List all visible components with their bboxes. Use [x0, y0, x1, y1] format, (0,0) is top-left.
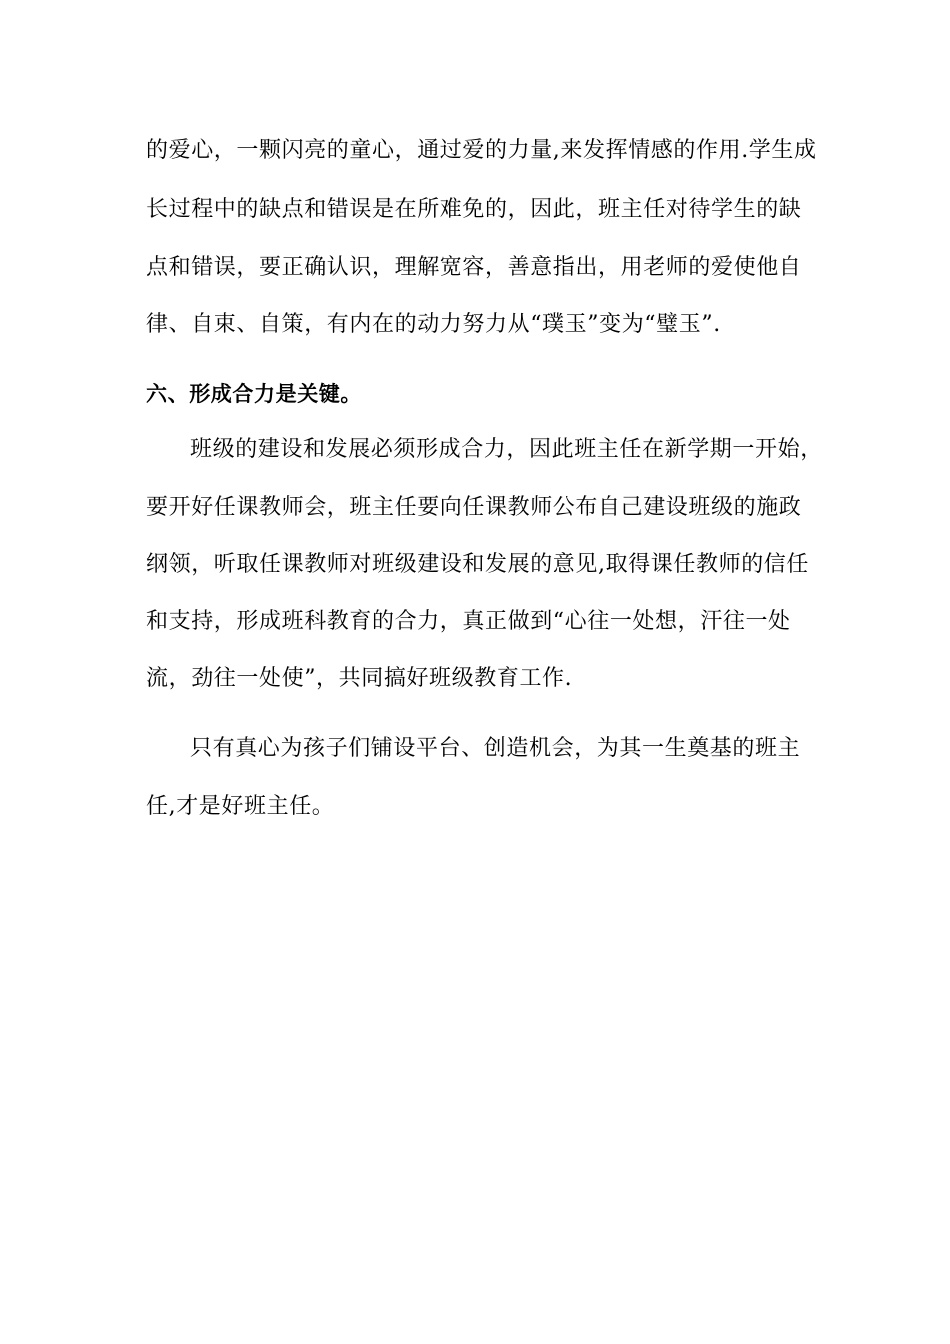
paragraph-line: 班级的建设和发展必须形成合力，因此班主任在新学期一开始，	[190, 437, 823, 462]
paragraph-line: 要开好任课教师会，班主任要向任课教师公布自己建设班级的施政	[146, 495, 802, 520]
paragraph-line: 流，劲往一处使”，共同搞好班级教育工作.	[146, 666, 573, 691]
paragraph-line: 只有真心为孩子们铺设平台、创造机会，为其一生奠基的班主	[190, 736, 801, 761]
paragraph-line: 点和错误，要正确认识，理解宽容，善意指出，用老师的爱使他自	[146, 255, 802, 280]
paragraph-line: 律、自束、自策，有内在的动力努力从“璞玉”变为“璧玉”.	[146, 312, 721, 337]
paragraph-line: 纲领，听取任课教师对班级建设和发展的意见,取得课任教师的信任	[146, 552, 809, 577]
paragraph-line: 和支持，形成班科教育的合力，真正做到“心往一处想，汗往一处	[146, 609, 791, 634]
paragraph-line: 的爱心，一颗闪亮的童心，通过爱的力量,来发挥情感的作用.学生成	[146, 138, 817, 163]
paragraph-line: 任,才是好班主任。	[146, 794, 335, 819]
paragraph-line: 长过程中的缺点和错误是在所难免的，因此，班主任对待学生的缺	[146, 197, 802, 222]
section-heading: 六、形成合力是关键。	[146, 382, 362, 406]
